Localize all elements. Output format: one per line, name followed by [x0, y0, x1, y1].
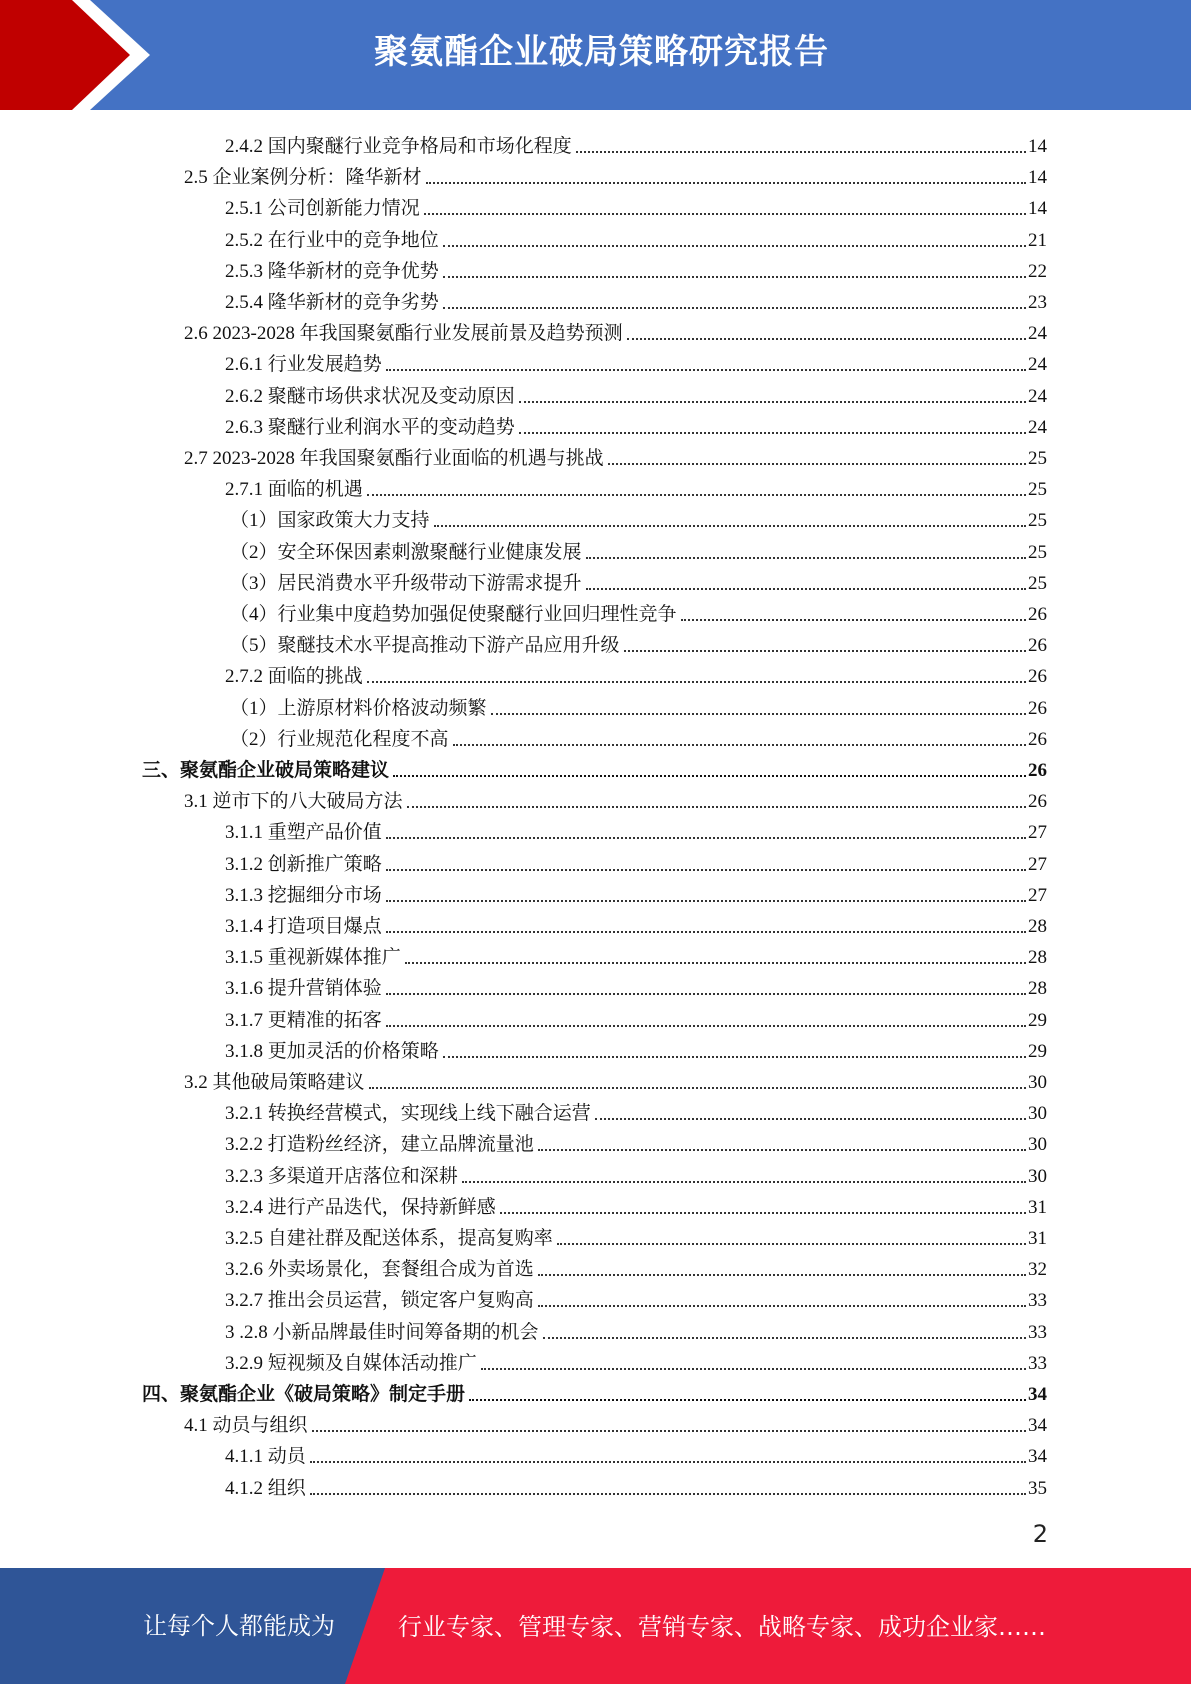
toc-entry-page: 34	[1028, 1415, 1047, 1437]
toc-dot-leader	[627, 338, 1026, 340]
toc-dot-leader	[443, 276, 1026, 278]
toc-entry[interactable]	[230, 595, 1047, 626]
toc-entry-page: 33	[1028, 1290, 1047, 1312]
toc-dot-leader	[405, 962, 1026, 964]
toc-entry[interactable]	[230, 501, 1047, 532]
toc-entry-title: 3.1.8 更加灵活的价格策略	[225, 1040, 439, 1062]
toc-entry-page: 24	[1028, 385, 1047, 407]
toc-entry-title: 3.2.4 进行产品迭代，保持新鲜感	[225, 1196, 496, 1218]
toc-entry-title: 2.5.1 公司创新能力情况	[225, 198, 420, 220]
toc-entry-page: 25	[1028, 448, 1047, 469]
toc-entry[interactable]	[225, 813, 1047, 844]
toc-entry-page: 14	[1028, 167, 1047, 189]
toc-entry-title: 3.1.5 重视新媒体推广	[225, 947, 401, 969]
toc-dot-leader	[519, 401, 1026, 403]
toc-entry-title: 3.1 逆市下的八大破局方法	[184, 791, 403, 813]
toc-entry-title: （1）上游原材料价格波动频繁	[230, 697, 487, 719]
toc-dot-leader	[369, 1087, 1026, 1089]
footer-slogan-left: 让每个人都能成为	[143, 1612, 335, 1640]
toc-dot-leader	[469, 1399, 1026, 1401]
toc-entry[interactable]	[225, 1313, 1047, 1344]
toc-entry[interactable]	[230, 720, 1047, 751]
toc-entry[interactable]	[184, 1063, 1047, 1094]
toc-entry[interactable]	[225, 1157, 1047, 1188]
toc-entry[interactable]	[225, 189, 1047, 220]
toc-dot-leader	[462, 1181, 1026, 1183]
toc-dot-leader	[367, 681, 1026, 683]
toc-entry-page: 25	[1028, 479, 1047, 501]
toc-dot-leader	[367, 494, 1026, 496]
toc-entry[interactable]	[225, 408, 1047, 439]
toc-entry-page: 35	[1028, 1477, 1047, 1499]
toc-entry[interactable]	[225, 1250, 1047, 1281]
toc-entry[interactable]	[142, 751, 1047, 782]
toc-entry[interactable]	[230, 533, 1047, 564]
toc-dot-leader	[386, 369, 1026, 371]
toc-entry[interactable]	[225, 252, 1047, 283]
toc-dot-leader	[434, 525, 1026, 527]
toc-entry-page: 23	[1028, 292, 1047, 313]
toc-entry-page: 29	[1028, 1009, 1047, 1031]
toc-entry-page: 34	[1028, 1384, 1047, 1405]
toc-entry-title: 3.1.6 提升营销体验	[225, 978, 382, 1000]
toc-entry-page: 28	[1028, 916, 1047, 937]
toc-entry-title: 2.7 2023-2028 年我国聚氨酯行业面临的机遇与挑战	[184, 448, 604, 469]
toc-entry-title: 2.6.2 聚醚市场供求状况及变动原因	[225, 385, 515, 407]
toc-dot-leader	[586, 588, 1026, 590]
toc-dot-leader	[426, 182, 1026, 184]
toc-dot-leader	[595, 1118, 1026, 1120]
toc-entry[interactable]	[184, 314, 1047, 345]
toc-entry[interactable]	[184, 439, 1047, 470]
toc-entry[interactable]	[225, 470, 1047, 501]
toc-entry-title: 3.2 其他破局策略建议	[184, 1072, 365, 1093]
page-number: 2	[1032, 1520, 1048, 1548]
toc-entry-title: 3.1.4 打造项目爆点	[225, 916, 382, 937]
toc-entry-title: 3.2.2 打造粉丝经济，建立品牌流量池	[225, 1134, 534, 1156]
toc-entry-page: 31	[1028, 1228, 1047, 1249]
toc-entry-page: 25	[1028, 541, 1047, 563]
toc-entry-page: 32	[1028, 1259, 1047, 1281]
toc-entry-page: 24	[1028, 354, 1047, 376]
toc-entry-page: 21	[1028, 229, 1047, 251]
toc-entry-page: 26	[1028, 728, 1047, 750]
toc-entry-title: 4.1 动员与组织	[184, 1415, 308, 1437]
toc-entry[interactable]	[225, 1344, 1047, 1375]
toc-entry-title: 3.1.3 挖掘细分市场	[225, 884, 382, 906]
toc-entry[interactable]	[225, 1001, 1047, 1032]
toc-dot-leader	[519, 432, 1026, 434]
toc-entry[interactable]	[225, 1281, 1047, 1312]
toc-dot-leader	[681, 619, 1026, 621]
toc-entry[interactable]	[225, 1125, 1047, 1156]
toc-entry-page: 30	[1028, 1165, 1047, 1187]
toc-entry-title: 3 .2.8 小新品牌最佳时间筹备期的机会	[225, 1321, 539, 1343]
toc-dot-leader	[393, 775, 1026, 777]
toc-dot-leader	[424, 213, 1026, 215]
toc-entry-title: 3.2.7 推出会员运营，锁定客户复购高	[225, 1290, 534, 1312]
toc-entry-title: 2.5.4 隆华新材的竞争劣势	[225, 292, 439, 313]
toc-entry-page: 22	[1028, 260, 1047, 282]
toc-entry-title: （4）行业集中度趋势加强促使聚醚行业回归理性竞争	[230, 604, 677, 625]
toc-entry-page: 34	[1028, 1446, 1047, 1468]
toc-entry[interactable]	[225, 345, 1047, 376]
toc-entry-title: 2.6.3 聚醚行业利润水平的变动趋势	[225, 416, 515, 438]
toc-dot-leader	[386, 1025, 1026, 1027]
toc-entry-title: 3.2.6 外卖场景化，套餐组合成为首选	[225, 1259, 534, 1281]
toc-entry-title: 3.1.7 更精准的拓客	[225, 1009, 382, 1031]
toc-dot-leader	[443, 245, 1026, 247]
toc-dot-leader	[453, 744, 1026, 746]
toc-entry[interactable]	[230, 689, 1047, 720]
toc-dot-leader	[543, 1337, 1026, 1339]
toc-entry[interactable]	[225, 845, 1047, 876]
toc-entry-page: 26	[1028, 666, 1047, 688]
toc-entry[interactable]	[225, 907, 1047, 938]
toc-entry-title: 3.2.1 转换经营模式，实现线上线下融合运营	[225, 1103, 591, 1125]
toc-entry-page: 30	[1028, 1072, 1047, 1093]
toc-dot-leader	[386, 837, 1026, 839]
toc-entry-title: 3.2.5 自建社群及配送体系，提高复购率	[225, 1228, 553, 1249]
toc-entry-title: 2.6.1 行业发展趋势	[225, 354, 382, 376]
toc-dot-leader	[557, 1243, 1026, 1245]
toc-entry[interactable]	[230, 564, 1047, 595]
toc-entry-page: 27	[1028, 822, 1047, 844]
toc-entry-page: 28	[1028, 947, 1047, 969]
toc-entry-page: 27	[1028, 884, 1047, 906]
toc-dot-leader	[491, 713, 1026, 715]
toc-entry[interactable]	[225, 938, 1047, 969]
toc-dot-leader	[310, 1461, 1026, 1463]
toc-dot-leader	[538, 1149, 1026, 1151]
toc-entry-title: 3.2.3 多渠道开店落位和深耕	[225, 1165, 458, 1187]
toc-dot-leader	[481, 1368, 1026, 1370]
toc-entry-title: 2.4.2 国内聚醚行业竞争格局和市场化程度	[225, 136, 572, 157]
toc-entry-page: 14	[1028, 136, 1047, 157]
toc-entry-title: 三、聚氨酯企业破局策略建议	[142, 760, 390, 781]
toc-entry-page: 33	[1028, 1321, 1047, 1343]
toc-entry[interactable]	[225, 1219, 1047, 1250]
toc-entry[interactable]	[225, 221, 1047, 252]
toc-entry-page: 28	[1028, 978, 1047, 1000]
toc-entry-title: 3.1.1 重塑产品价值	[225, 822, 382, 844]
toc-dot-leader	[500, 1212, 1026, 1214]
footer-slogan-right: 行业专家、管理专家、营销专家、战略专家、成功企业家……	[398, 1613, 1046, 1641]
toc-entry[interactable]	[225, 377, 1047, 408]
toc-entry-title: 四、聚氨酯企业《破局策略》制定手册	[142, 1384, 466, 1405]
toc-entry-title: 2.5 企业案例分析：隆华新材	[184, 167, 422, 189]
toc-dot-leader	[407, 806, 1026, 808]
toc-dot-leader	[443, 307, 1026, 309]
toc-entry-page: 29	[1028, 1040, 1047, 1062]
toc-entry-page: 31	[1028, 1196, 1047, 1218]
toc-dot-leader	[386, 993, 1026, 995]
toc-dot-leader	[443, 1056, 1026, 1058]
toc-entry-title: 2.5.3 隆华新材的竞争优势	[225, 260, 439, 282]
toc-entry-page: 33	[1028, 1352, 1047, 1374]
toc-entry-page: 26	[1028, 604, 1047, 625]
page-header	[0, 0, 1191, 110]
toc-dot-leader	[386, 931, 1026, 933]
document-title: 聚氨酯企业破局策略研究报告	[374, 32, 829, 72]
toc-entry[interactable]	[225, 283, 1047, 314]
toc-entry-page: 24	[1028, 323, 1047, 345]
toc-entry-title: （2）安全环保因素刺激聚醚行业健康发展	[230, 541, 582, 563]
toc-entry-title: 2.7.2 面临的挑战	[225, 666, 363, 688]
toc-entry-page: 25	[1028, 510, 1047, 532]
toc-entry-title: （5）聚醚技术水平提高推动下游产品应用升级	[230, 635, 620, 657]
toc-entry[interactable]	[225, 1032, 1047, 1063]
toc-entry[interactable]	[225, 657, 1047, 688]
toc-entry[interactable]	[142, 1375, 1047, 1406]
toc-entry[interactable]	[184, 158, 1047, 189]
toc-entry-page: 24	[1028, 416, 1047, 438]
toc-entry-title: 3.1.2 创新推广策略	[225, 853, 382, 875]
toc-entry[interactable]	[225, 1094, 1047, 1125]
toc-entry-title: （3）居民消费水平升级带动下游需求提升	[230, 572, 582, 594]
toc-entry[interactable]	[225, 969, 1047, 1000]
toc-dot-leader	[576, 151, 1026, 153]
toc-dot-leader	[386, 869, 1026, 871]
toc-dot-leader	[538, 1305, 1026, 1307]
toc-dot-leader	[538, 1274, 1026, 1276]
toc-entry[interactable]	[225, 127, 1047, 158]
toc-entry-title: 4.1.1 动员	[225, 1446, 306, 1468]
toc-entry-page: 30	[1028, 1103, 1047, 1125]
toc-dot-leader	[586, 557, 1026, 559]
toc-entry-title: 2.6 2023-2028 年我国聚氨酯行业发展前景及趋势预测	[184, 323, 623, 345]
toc-dot-leader	[312, 1430, 1026, 1432]
toc-entry-page: 26	[1028, 697, 1047, 719]
toc-entry-title: 2.5.2 在行业中的竞争地位	[225, 229, 439, 251]
toc-entry-page: 26	[1028, 791, 1047, 813]
toc-entry-title: 4.1.2 组织	[225, 1477, 306, 1499]
toc-entry-page: 26	[1028, 760, 1047, 781]
toc-entry[interactable]	[230, 626, 1047, 657]
toc-entry[interactable]	[225, 1188, 1047, 1219]
toc-entry-title: 3.2.9 短视频及自媒体活动推广	[225, 1352, 477, 1374]
toc-entry[interactable]	[225, 1469, 1047, 1500]
toc-entry-title: （2）行业规范化程度不高	[230, 728, 449, 750]
toc-entry[interactable]	[184, 782, 1047, 813]
toc-entry-page: 30	[1028, 1134, 1047, 1156]
toc-dot-leader	[310, 1493, 1026, 1495]
toc-entry-title: 2.7.1 面临的机遇	[225, 479, 363, 501]
toc-entry-page: 25	[1028, 572, 1047, 594]
toc-entry-page: 26	[1028, 635, 1047, 657]
toc-dot-leader	[624, 650, 1026, 652]
toc-entry[interactable]	[184, 1406, 1047, 1437]
toc-entry-page: 14	[1028, 198, 1047, 220]
toc-entry[interactable]	[225, 1437, 1047, 1468]
toc-dot-leader	[386, 900, 1026, 902]
toc-dot-leader	[608, 463, 1026, 465]
toc-entry[interactable]	[225, 876, 1047, 907]
page-footer	[0, 1568, 1191, 1684]
toc-entry-page: 27	[1028, 853, 1047, 875]
toc-entry-title: （1）国家政策大力支持	[230, 510, 430, 532]
